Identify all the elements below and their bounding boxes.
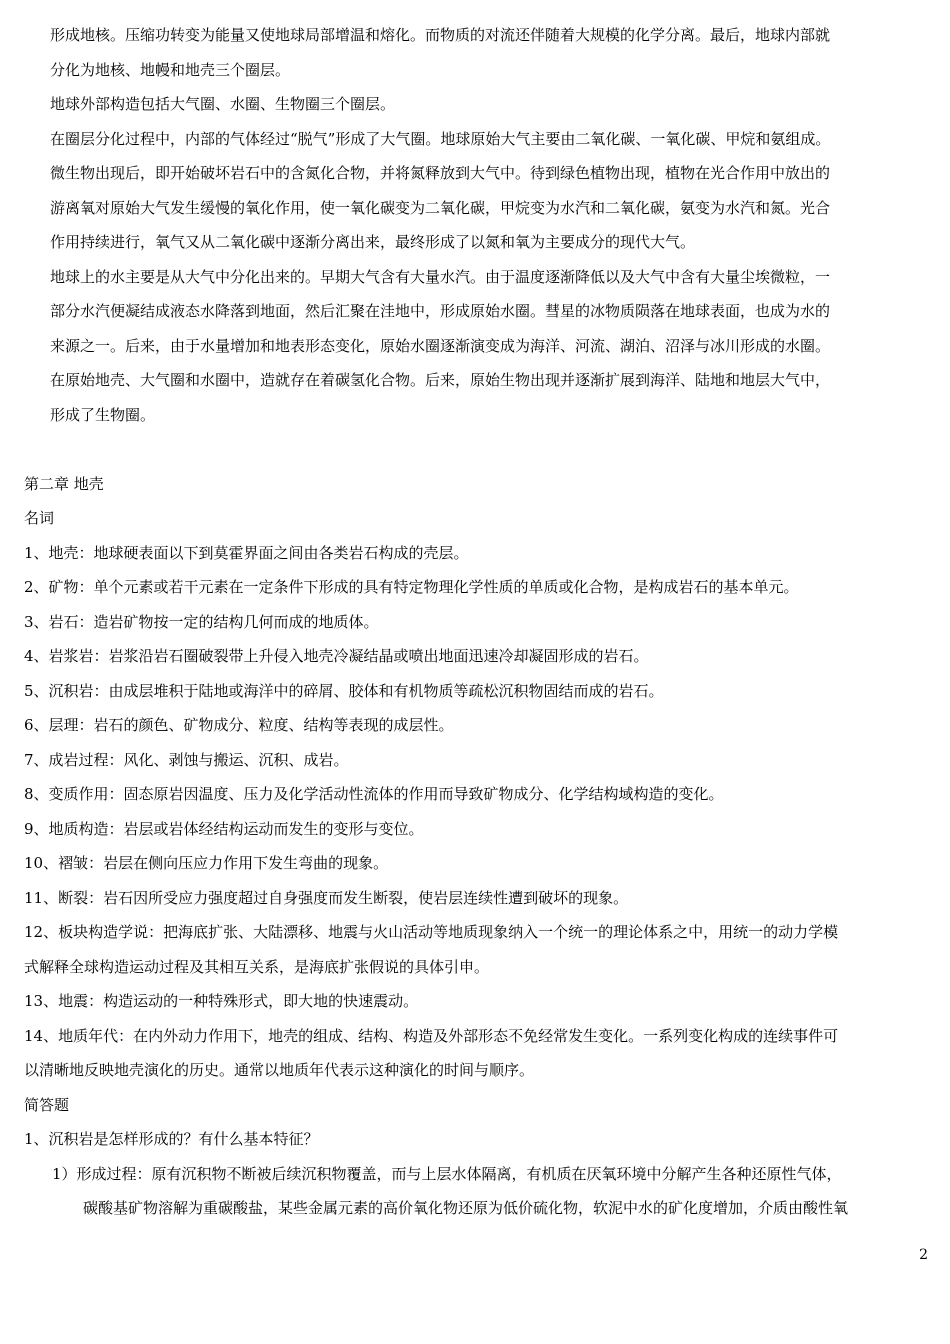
chapter-title: 第二章 地壳 [24,474,104,493]
term-text: 地质年代：在内外动力作用下，地壳的组成、结构、构造及外部形态不免经常发生变化。一系列变化构成的连续事件可 [58,1026,839,1045]
page-number: 2 [919,1247,928,1263]
term-number: 3、 [24,612,49,631]
term-text: 层理：岩石的颜色、矿物成分、粒度、结构等表现的成层性。 [48,716,454,734]
term-number: 12、 [24,923,59,941]
section-spacer [0,432,950,467]
intro-line: 分化为地核、地幔和地壳三个圈层。 [50,60,291,79]
term-number: 4、 [24,647,49,665]
answer-label: 1） [52,1164,77,1183]
intro-line: 地球上的水主要是从大气中分化出来的。早期大气含有大量水汽。由于温度逐渐降低以及大气中含有大量尘埃微粒，一 [50,267,831,286]
term-text: 岩石：造岩矿物按一定的结构几何而成的地质体。 [48,612,379,631]
term-item [0,915,950,950]
answer-item [0,1157,950,1192]
term-text: 地震：构造运动的一种特殊形式，即大地的快速震动。 [58,992,419,1010]
term-number: 2、 [24,578,49,596]
intro-line: 形成了生物圈。 [50,405,156,424]
term-item [0,881,950,916]
term-item [0,639,950,674]
term-item [0,743,950,778]
answer-text: 形成过程：原有沉积物不断被后续沉积物覆盖，而与上层水体隔离，有机质在厌氧环境中分解产生各种还原性气体， [76,1164,842,1183]
question-number: 1、 [24,1130,49,1148]
term-item-continuation [0,1053,950,1088]
terms-heading: 名词 [24,509,55,527]
intro-line: 在圈层分化过程中，内部的气体经过“脱气”形成了大气圈。地球原始大气主要由二氧化碳、一氧化碳、甲烷和氨组成。 [50,129,831,148]
term-item [0,708,950,743]
document-page [0,18,950,1226]
intro-line: 微生物出现后，即开始破坏岩石中的含氮化合物，并将氮释放到大气中。待到绿色植物出现，植物在光合作用中放出的 [50,164,831,182]
term-number: 6、 [24,716,49,734]
intro-line: 地球外部构造包括大气圈、水圈、生物圈三个圈层。 [50,95,396,113]
term-number: 7、 [24,750,49,769]
term-text: 成岩过程：风化、剥蚀与搬运、沉积、成岩。 [48,750,349,769]
term-number: 11、 [24,888,59,907]
term-number: 9、 [24,819,49,838]
question-item [0,1122,950,1157]
term-text: 断裂：岩石因所受应力强度超过自身强度而发生断裂，使岩层连续性遭到破坏的现象。 [58,888,629,907]
term-text: 岩浆岩：岩浆沿岩石圈破裂带上升侵入地壳冷凝结晶或喷出地面迅速冷却凝固形成的岩石。 [48,647,649,665]
term-number: 10、 [24,854,59,872]
term-text: 以清晰地反映地壳演化的历史。通常以地质年代表示这种演化的时间与顺序。 [24,1061,535,1079]
term-text: 式解释全球构造运动过程及其相互关系，是海底扩张假说的具体引申。 [24,957,490,976]
term-text: 沉积岩：由成层堆积于陆地或海洋中的碎屑、胶体和有机物质等疏松沉积物固结而成的岩石。 [48,681,664,700]
intro-line: 作用持续进行，氧气又从二氧化碳中逐渐分离出来，最终形成了以氮和氧为主要成分的现代大气。 [50,233,696,251]
term-number: 8、 [24,785,49,803]
term-text: 矿物：单个元素或若干元素在一定条件下形成的具有特定物理化学性质的单质或化合物，是构成岩石的基本单元。 [48,578,799,596]
answer-continuation: 碳酸基矿物溶解为重碳酸盐，某些金属元素的高价氧化物还原为低价硫化物，软泥中水的矿化度增加，介质由酸性氧 [83,1199,849,1217]
term-item [0,536,950,571]
term-item [0,812,950,847]
term-item-continuation [0,950,950,985]
qa-heading: 简答题 [24,1095,70,1114]
intro-line: 形成地核。压缩功转变为能量又使地球局部增温和熔化。而物质的对流还伴随着大规模的化学分离。最后，地球内部就 [50,26,831,44]
term-item [0,570,950,605]
intro-line: 游离氧对原始大气发生缓慢的氧化作用，使一氧化碳变为二氧化碳，甲烷变为水汽和二氧化碳，氨变为水汽和氮。光合 [50,198,831,217]
question-text: 沉积岩是怎样形成的？有什么基本特征？ [48,1130,319,1148]
term-text: 地质构造：岩层或岩体经结构运动而发生的变形与变位。 [48,819,424,838]
term-text: 地壳：地球硬表面以下到莫霍界面之间由各类岩石构成的壳层。 [48,543,469,562]
term-text: 变质作用：固态原岩因温度、压力及化学活动性流体的作用而导致矿物成分、化学结构域构造的变化。 [48,785,724,803]
term-text: 板块构造学说：把海底扩张、大陆漂移、地震与火山活动等地质现象纳入一个统一的理论体系之中，用统一的动力学模 [58,923,839,941]
intro-line: 在原始地壳、大气圈和水圈中，造就存在着碳氢化合物。后来，原始生物出现并逐渐扩展到海洋、陆地和地层大气中， [50,371,831,389]
term-item [0,674,950,709]
term-number: 14、 [24,1026,59,1045]
term-number: 13、 [24,992,59,1010]
term-item [0,846,950,881]
intro-line: 来源之一。后来，由于水量增加和地表形态变化，原始水圈逐渐演变成为海洋、河流、湖泊、沼泽与冰川形成的水圈。 [50,336,831,355]
term-item [0,777,950,812]
term-item [0,1019,950,1054]
term-text: 褶皱：岩层在侧向压应力作用下发生弯曲的现象。 [58,854,389,872]
term-number: 5、 [24,681,49,700]
term-number: 1、 [24,543,49,562]
term-item [0,605,950,640]
intro-line: 部分水汽便凝结成液态水降落到地面，然后汇聚在洼地中，形成原始水圈。彗星的冰物质陨落在地球表面，也成为水的 [50,302,831,320]
term-item [0,984,950,1019]
